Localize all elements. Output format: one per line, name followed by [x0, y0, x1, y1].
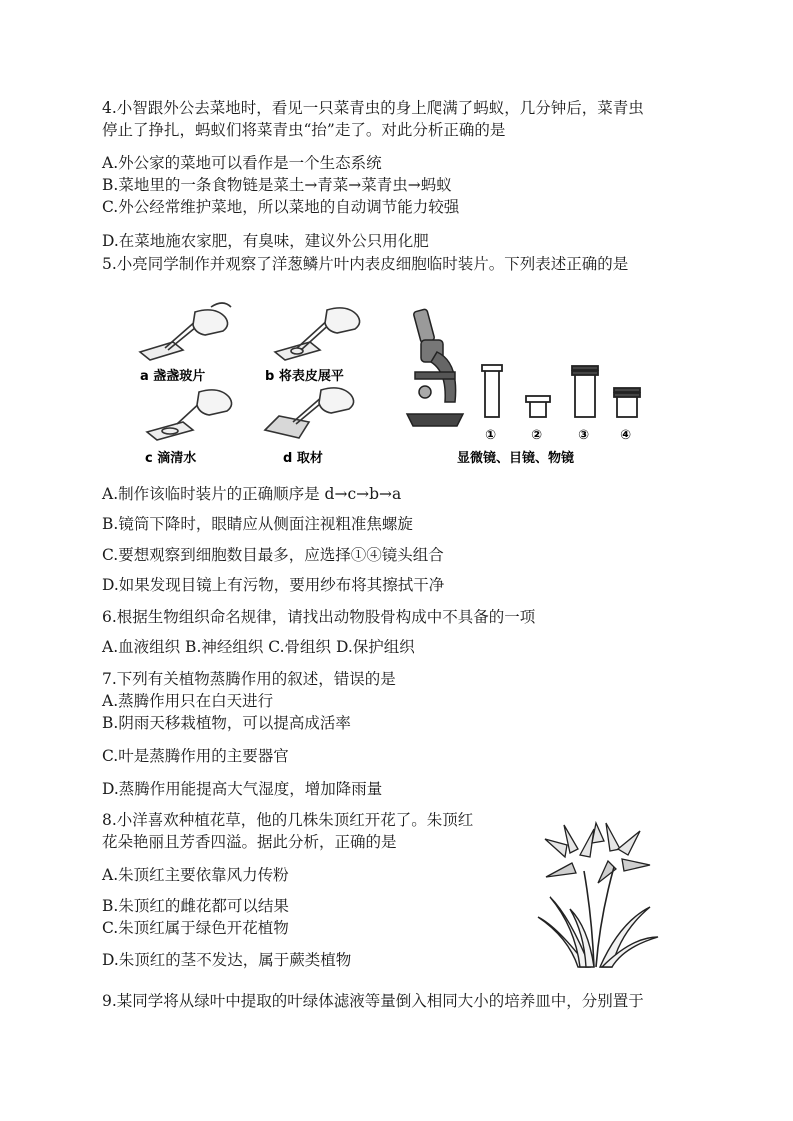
q7-option-d: D.蒸腾作用能提高大气湿度，增加降雨量: [102, 780, 383, 798]
q4-option-b: B.菜地里的一条食物链是菜土→青菜→菜青虫→蚂蚁: [102, 176, 452, 194]
q5-option-a: A.制作该临时装片的正确顺序是 d→c→b→a: [102, 485, 402, 503]
q8-stem-line2: 花朵艳丽且芳香四溢。据此分析，正确的是: [102, 833, 397, 851]
step-d-label: d 取材: [283, 451, 323, 466]
q4-stem-line2: 停止了挣扎，蚂蚁们将菜青虫“抬”走了。对此分析正确的是: [102, 121, 506, 139]
q5-stem: 5.小亮同学制作并观察了洋葱鳞片叶内表皮细胞临时装片。下列表述正确的是: [102, 255, 629, 273]
q5-option-d: D.如果发现目镜上有污物，要用纱布将其擦拭干净: [102, 576, 445, 594]
q7-option-c: C.叶是蒸腾作用的主要器官: [102, 747, 289, 765]
q4-option-c: C.外公经常维护菜地，所以菜地的自动调节能力较强: [102, 198, 460, 216]
lens-3: [572, 366, 598, 417]
q8-option-d: D.朱顶红的茎不发达，属于蕨类植物: [102, 951, 352, 969]
lens-1-label: ①: [485, 428, 497, 443]
step-a-illustration: [140, 303, 231, 360]
step-c-illustration: [147, 390, 232, 440]
lens-2: [526, 396, 550, 417]
step-b-label: b 将表皮展平: [265, 369, 344, 384]
q5-figure: [125, 292, 660, 477]
step-d-illustration: [265, 388, 354, 438]
lens-3-label: ③: [578, 428, 590, 443]
lens-4-label: ④: [620, 428, 632, 443]
q6-options: A.血液组织 B.神经组织 C.骨组织 D.保护组织: [102, 638, 415, 656]
microscope-illustration: [407, 309, 463, 426]
q8-option-a: A.朱顶红主要依靠风力传粉: [102, 866, 289, 884]
lens-1: [482, 365, 502, 417]
lens-2-label: ②: [531, 428, 543, 443]
q6-stem: 6.根据生物组织命名规律，请找出动物股骨构成中不具备的一项: [102, 608, 536, 626]
step-a-label: a 盏盏玻片: [140, 369, 206, 384]
step-b-illustration: [275, 308, 360, 360]
q9-stem: 9.某同学将从绿叶中提取的叶绿体滤液等量倒入相同大小的培养皿中，分别置于: [102, 992, 644, 1010]
equipment-caption: 显微镜、目镜、物镜: [457, 451, 575, 466]
q4-option-a: A.外公家的菜地可以看作是一个生态系统: [102, 154, 382, 172]
q7-option-b: B.阴雨天移栽植物，可以提高成活率: [102, 714, 351, 732]
lens-4: [614, 388, 640, 417]
q8-option-b: B.朱顶红的雌花都可以结果: [102, 897, 289, 915]
q7-option-a: A.蒸腾作用只在白天进行: [102, 692, 274, 710]
q4-option-d: D.在菜地施农家肥，有臭味，建议外公只用化肥: [102, 232, 429, 250]
q5-option-b: B.镜筒下降时，眼睛应从侧面注视粗准焦螺旋: [102, 515, 413, 533]
q8-stem-line1: 8.小洋喜欢种植花草，他的几株朱顶红开花了。朱顶红: [102, 811, 474, 829]
amaryllis-illustration: [530, 817, 660, 970]
q7-stem: 7.下列有关植物蒸腾作用的叙述，错误的是: [102, 670, 396, 688]
q4-stem-line1: 4.小智跟外公去菜地时，看见一只菜青虫的身上爬满了蚂蚁，几分钟后，菜青虫: [102, 99, 644, 117]
q8-option-c: C.朱顶红属于绿色开花植物: [102, 919, 289, 937]
step-c-label: c 滴清水: [145, 451, 197, 466]
amaryllis-drawing: [530, 817, 660, 970]
slide-preparation-figure: [125, 292, 660, 477]
q5-option-c: C.要想观察到细胞数目最多，应选择①④镜头组合: [102, 546, 444, 564]
